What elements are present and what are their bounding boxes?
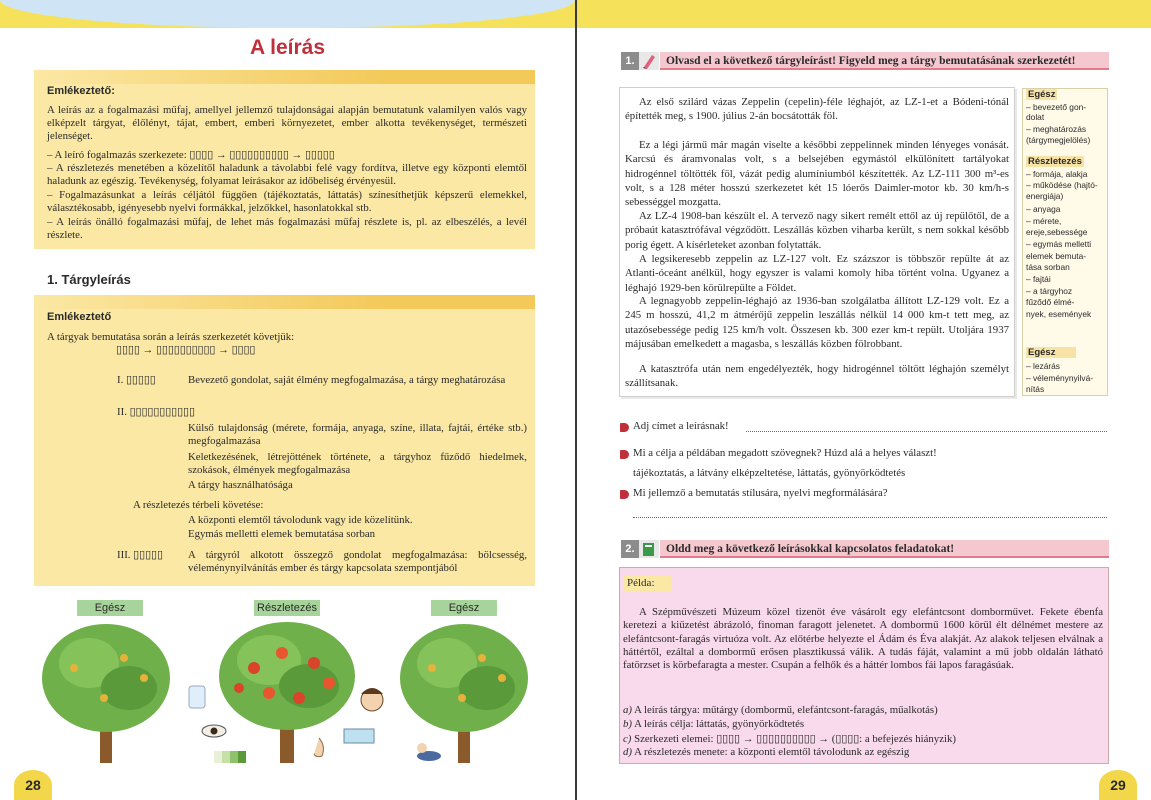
question-2-options[interactable]: tájékoztatás, a látvány elképzeltetése, láttatás, gyönyörködtetés — [633, 467, 906, 479]
sidebar-item: – lezárás — [1026, 361, 1060, 371]
reading-paragraph-4: A legsikeresebb zeppelin az LZ-127 volt. Ez százszor is többször repülte át az Atlanti-óceánt anélkül, hogy egyszer is valami komoly hiba történt volna. Ugyanez a léghajó 1929-ben körülrepülte a Földet. — [625, 253, 1009, 294]
task-1-instruction: Olvasd el a következő tárgyleírást! Figyeld meg a tárgy bemutatásának szerkezetét! — [660, 52, 1109, 70]
example-text: A Szépművészeti Múzeum közel tizenöt éve vásárolt egy elefántcsont domborművet. Fekete ébenfa keretezi a kiűzetést ábrázoló, finoman faragott jelenetet. A dombormű 1600 körül élt délnémet mestere az elefántcsont-faragás virtuóza volt. Az előtérbe helyezte el Ádám és Éva alakját. Az alakok teljesen elválnak a háttértől, ezáltal a dombormű erősen plasztikussá válik. A tudás fáját, valamint a mű jobb oldalán látható fatörzset is körbefaragta a mester. Csupán a felhők és a háttér lombos fái lapos faragásúak. — [623, 606, 1103, 672]
reading-paragraph-6: A katasztrófa után nem engedélyezték, hogy hidrogénnel töltött léghajón személyt szállítsanak. — [625, 363, 1009, 390]
part-2-number: II. ▯▯▯▯▯▯▯▯▯▯▯ — [117, 406, 195, 418]
trees-illustration — [34, 618, 534, 768]
tree-whole-right-icon — [400, 624, 528, 763]
eye-icon — [202, 725, 226, 737]
reminder-label: Emlékeztető: — [47, 85, 115, 97]
example-answer-d: d) A részletezés menete: a központi elemtől távolodunk az egészig — [623, 746, 910, 758]
question-1: Adj címet a leírásnak! — [633, 420, 729, 432]
reminder2-structure: ▯▯▯▯ → ▯▯▯▯▯▯▯▯▯▯ → ▯▯▯▯ — [116, 344, 256, 356]
sidebar-item: (tárgymegjelölés) — [1026, 135, 1091, 145]
section-heading: 1. Tárgyleírás — [47, 272, 131, 287]
sidebar-item: – a tárgyhoz — [1026, 286, 1073, 296]
reminder2-intro: A tárgyak bemutatása során a leírás szerkezetét követjük: — [47, 331, 295, 343]
reminder2-label: Emlékeztető — [47, 311, 112, 323]
sidebar-item: fűződő élmé- — [1026, 297, 1075, 307]
reading-paragraph-3: Az LZ-4 1908-ban készült el. A tervező nagy sikert remélt ettől az új repülőtől, de a próbaút katasztrófával végződött. Leszállás közben viharba került, s nem sokkal később porig égett. A kísérleteket azonban folytatták. — [625, 210, 1009, 251]
nose-icon — [314, 738, 323, 757]
part-3-number: III. ▯▯▯▯▯ — [117, 549, 163, 561]
sidebar-heading-whole: Egész — [1028, 89, 1056, 100]
part-1-number: I. ▯▯▯▯▯ — [117, 374, 156, 386]
reading-boy-icon — [417, 743, 441, 761]
tree-details-icon — [219, 622, 355, 763]
example-answer-a: a) A leírás tárgya: műtárgy (dombormű, elefántcsont-faragás, műalkotás) — [623, 704, 938, 716]
part-2-text-a: Külső tulajdonság (mérete, formája, anyaga, színe, illata, fajtái, értéke stb.) megfogalmazása — [188, 422, 527, 448]
question-2: Mi a célja a példában megadott szövegnek? Húzd alá a helyes választ! — [633, 447, 937, 459]
sidebar-item: – fajtái — [1026, 274, 1051, 284]
answer-line-1[interactable] — [746, 431, 1107, 432]
part-2-text-b: Keletkezésének, létrejöttének története, a tárgyhoz fűződő hiedelmek, szokások, élmények megfogalmazása — [188, 451, 527, 477]
tree-label-whole-1: Egész — [77, 600, 143, 616]
spatial-label: A részletezés térbeli követése: — [133, 499, 264, 511]
reminder-intro: A leírás az a fogalmazási műfaj, amellyel jellemző tulajdonságai alapján bemutatunk valamilyen valós vagy elképzelt tárgyat, élőlényt, tájat, embert, emberi környezetet, ember alkotta tevékenységet, természeti jelenséget. — [47, 104, 527, 143]
reading-paragraph-5: A legnagyobb zeppelin-léghajó az 1936-ban szolgálatba állított LZ-129 volt. Ez a 245 m hosszú, 41,2 m átmérőjű zeppelin leszállás nélkül 14 000 km-t tett meg, az utazósebessége pedig 125 km/h volt. Összesen kb. 300 ezer km-t repült. Utoljára 1937 májusában emelkedett a magasba, s leszállás közben fölrobbant. — [625, 295, 1009, 350]
sidebar-item: – mérete, — [1026, 216, 1062, 226]
reminder-bullet-structure: – A leíró fogalmazás szerkezete: ▯▯▯▯ → ▯▯▯▯▯▯▯▯▯▯ → ▯▯▯▯▯ — [47, 149, 335, 161]
banknote-icon — [344, 729, 374, 743]
sidebar-item: – véleménynyilvá- — [1026, 373, 1094, 383]
question-bullet-icon — [620, 450, 629, 459]
reminder-bullet-genre: – A leírás önálló fogalmazási műfaj, de lehet más fogalmazási műfaj részlete is, pl. az elbeszélés, a levél részlete. — [47, 216, 527, 242]
sidebar-item: – egymás melletti — [1026, 239, 1092, 249]
reading-paragraph-1: Az első szilárd vázas Zeppelin (cepelin)-féle léghajót, az LZ-1-et a Bódeni-tónál építették meg, s 1900. július 2-án bocsátották föl. — [625, 96, 1009, 123]
page-number-left: 28 — [14, 770, 52, 800]
reminder-bullet-detail: – A részletezés menetében a közelítől haladunk a távolabbi felé vagy fordítva, illetve egy központi elemtől haladunk az egészig. Tevékenység, folyamat leírásakor az időbeliség érvényesül. — [47, 162, 527, 188]
task-2-number: 2. — [621, 540, 639, 558]
spatial-item-2: Egymás melletti elemek bemutatása sorban — [188, 528, 376, 540]
task-1-number: 1. — [621, 52, 639, 70]
reminder-bullet-style: – Fogalmazásunkat a leírás céljától függően (tájékoztatás, láttatás) színesíthetjük képszerű elemekkel, választékosabb, igényesebb nyelvi formákkal, jelzőkkel, hasonlatokkal stb. — [47, 189, 527, 215]
question-3: Mi jellemző a bemutatás stílusára, nyelvi megformálására? — [633, 487, 888, 499]
part-3-text: A tárgyról alkotott összegző gondolat megfogalmazása: bölcsesség, véleménynyilvánítás ember és tárgy kapcsolata szempontjából — [188, 549, 527, 575]
tree-whole-left-icon — [42, 624, 170, 763]
example-answer-c: c) Szerkezeti elemei: ▯▯▯▯ → ▯▯▯▯▯▯▯▯▯▯ → (▯▯▯▯: a befejezés hiányzik) — [623, 733, 956, 745]
answer-line-3[interactable] — [633, 517, 1107, 518]
color-swatch-icon — [214, 751, 246, 763]
sidebar-item: elemek bemuta- — [1026, 251, 1087, 261]
sidebar-heading-details: Részletezés — [1028, 156, 1082, 167]
sidebar-item: nítás — [1026, 384, 1045, 394]
sidebar-item: dolat — [1026, 112, 1045, 122]
part-2-text-c: A tárgy használhatósága — [188, 479, 293, 491]
task-1-pen-icon — [639, 52, 659, 70]
part-1-text: Bevezető gondolat, saját élmény megfogalmazása, a tárgy meghatározása — [188, 374, 506, 386]
top-band-right — [577, 0, 1151, 28]
sidebar-item: – bevezető gon- — [1026, 102, 1087, 112]
tree-label-whole-2: Egész — [431, 600, 497, 616]
sidebar-item: – meghatározás — [1026, 124, 1087, 134]
sidebar-item: – működése (hajtó- — [1026, 180, 1098, 190]
example-answer-b: b) A leírás célja: láttatás, gyönyörködtetés — [623, 718, 805, 730]
sidebar-item: – anyaga — [1026, 204, 1061, 214]
jar-icon — [189, 686, 205, 708]
page-number-right: 29 — [1099, 770, 1137, 800]
sidebar-item: ereje,sebessége — [1026, 227, 1088, 237]
page-title: A leírás — [249, 36, 326, 59]
question-bullet-icon — [620, 423, 629, 432]
sidebar-item: nyek, események — [1026, 309, 1092, 319]
tree-label-details: Részletezés — [254, 600, 320, 616]
question-bullet-icon — [620, 490, 629, 499]
task-2-instruction: Oldd meg a következő leírásokkal kapcsolatos feladatokat! — [660, 540, 1109, 558]
sidebar-item: tása sorban — [1026, 262, 1070, 272]
reading-paragraph-2: Ez a légi jármű már magán viselte a későbbi zeppelinnek minden lényeges vonását. Karcsú és áramvonalas volt, s a belsejében egymástól elkülönített tartályokat hidrogénnel töltötték föl, vázát pedig alumíniumból készítették. Az LZ-111 300 m³-es volt, s a 128 méter hosszú szerkezetet két 15 lóerős Daimler-motor kb. 30 km/h-s sebességgel mozgatta. — [625, 139, 1009, 209]
face-icon — [361, 688, 383, 711]
task-2-book-icon — [639, 540, 659, 558]
book-spine — [575, 0, 577, 800]
top-band-left — [0, 0, 575, 28]
example-label: Példa: — [623, 575, 671, 591]
sidebar-item: – formája, alakja — [1026, 169, 1088, 179]
sidebar-item: energiája) — [1026, 191, 1064, 201]
sidebar-heading-whole-end: Egész — [1026, 347, 1076, 358]
spatial-item-1: A központi elemtől távolodunk vagy ide közelítünk. — [188, 514, 413, 526]
